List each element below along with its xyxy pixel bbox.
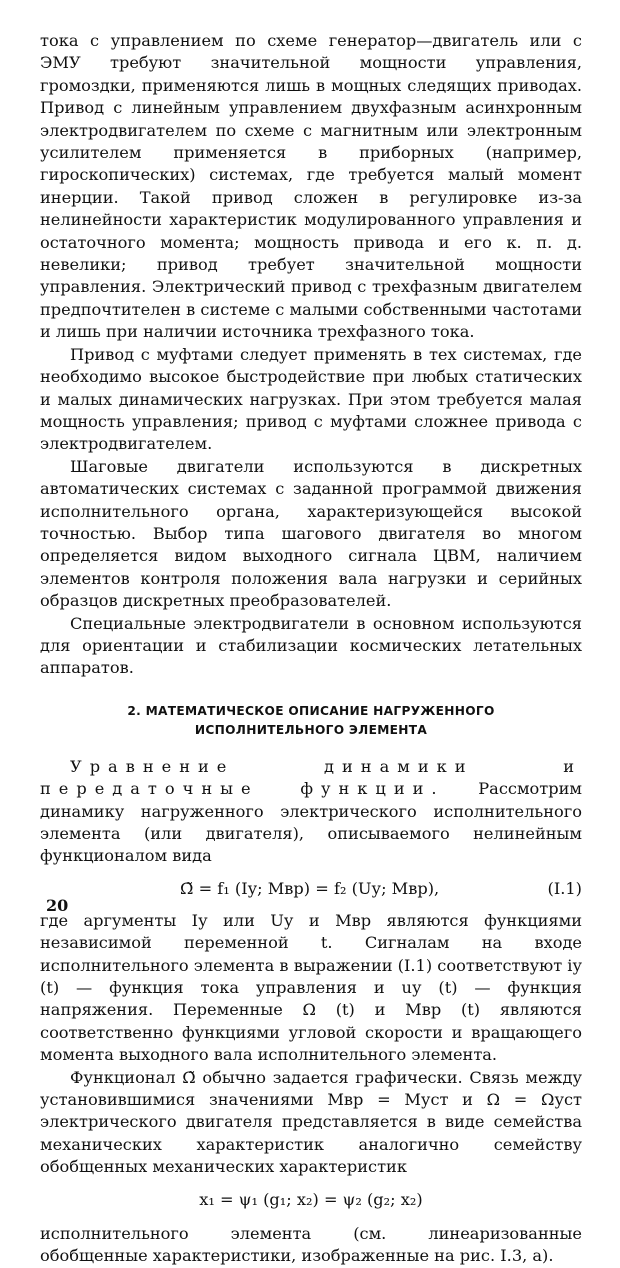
page-body — [40, 30, 582, 1268]
paragraph-5 — [40, 756, 582, 868]
paragraph-4: Специальные электродвигатели в основном используются для ориентации и стабилизации космических летательных аппаратов. — [40, 613, 582, 678]
formula-1 — [40, 872, 582, 906]
formula-1-expression: Ω̃ = f₁ (Iу; Mвр) = f₂ (Uу; Mвр), — [180, 878, 440, 898]
section-heading — [40, 702, 582, 740]
formula-1-number: (I.1) — [547, 878, 582, 898]
paragraph-6: где аргументы Iу или Uу и Mвр являются функциями независимой переменной t. Сигналам на входе исполнительного элемента в выражении (I.1) соответствуют iу (t) — функция тока управления и uу (t) — функция напряжения. Переменные Ω (t) и Mвр (t) являются соответственно функциями угловой скорости и вращающего момента выходного вала исполнительного элемента. — [40, 910, 583, 1065]
section-heading-line-1: 2. МАТЕМАТИЧЕСКОЕ ОПИСАНИЕ НАГРУЖЕННОГО — [127, 703, 495, 718]
paragraph-1: тока с управлением по схеме генератор—двигатель или с ЭМУ требуют значительной мощности управления, громоздки, применяются лишь в мощных следящих приводах. Привод с линейным управлением двухфазным асинхронным электродвигателем по схеме с магнитным или электронным усилителем применяется в приборных (например, гироскопических) системах, где требуется малый момент инерции. Такой привод сложен в регулировке из-за нелинейности характеристик модулированного управления и остаточного момента; мощность привода и его к. п. д. невелики; привод требует значительной мощности управления. Электрический привод с трехфазным двигателем предпочтителен в системе с малыми собственными частотами и лишь при наличии источника трехфазного тока. — [40, 31, 582, 342]
paragraph-3: Шаговые двигатели используются в дискретных автоматических системах с заданной программой движения исполнительного органа, характеризующейся высокой точностью. Выбор типа шагового двигателя во многом определяется видом выходного сигнала ЦВМ, наличием элементов контроля положения вала нагрузки и серийных образцов дискретных преобразователей. — [40, 456, 582, 611]
spaced-term: Уравнение динамики и передаточные функции. — [40, 756, 582, 799]
paragraph-8: исполнительного элемента (см. линеаризованные обобщенные характеристики, изображенные на рис. I.3, а). — [40, 1223, 582, 1266]
paragraph-7: Функционал Ω̃ обычно задается графически. Связь между установившимися значениями Mвр = Mуст и Ω = Ωуст электрического двигателя представляется в виде семейства механических характеристик аналогично семейству обобщенных механических характеристик — [40, 1067, 582, 1177]
page-number: 20 — [46, 896, 69, 915]
section-heading-line-2: ИСПОЛНИТЕЛЬНОГО ЭЛЕМЕНТА — [194, 722, 428, 737]
paragraph-2: Привод с муфтами следует применять в тех системах, где необходимо высокое быстродействие при любых статических и малых динамических нагрузках. При этом требуется малая мощность управления; привод с муфтами сложнее привода с электродвигателем. — [40, 344, 582, 454]
paragraph-5-text: Рассмотрим динамику нагруженного электрического исполнительного элемента (или двигателя), описываемого нелинейным функционалом вида — [40, 779, 583, 866]
formula-2: x₁ = ψ₁ (g₁; x₂) = ψ₂ (g₂; x₂) — [199, 1189, 423, 1209]
